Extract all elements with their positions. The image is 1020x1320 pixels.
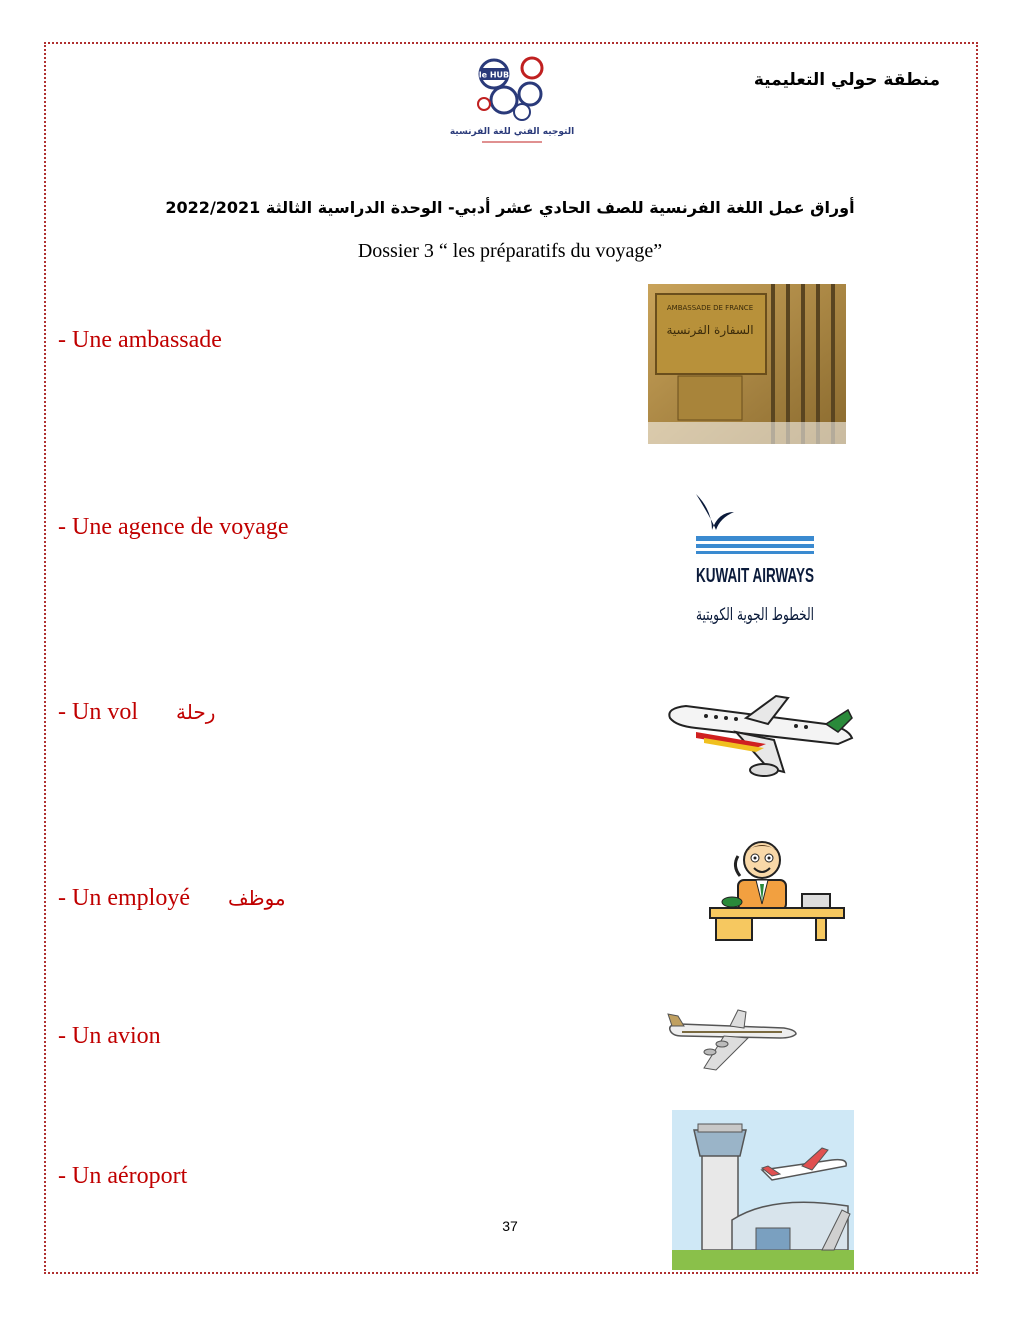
vocab-item-aeroport: - Un aéroport [58, 1163, 188, 1189]
vocab-arabic-employe: موظف [227, 886, 286, 910]
vocab-item-agence: - Une agence de voyage [58, 514, 289, 540]
embassy-image [648, 284, 846, 444]
airport-illustration [672, 1110, 854, 1270]
page-border [44, 42, 978, 1274]
dossier-subtitle: Dossier 3 “ les préparatifs du voyage” [357, 240, 663, 262]
vocab-item-employe: - Un employé موظف [58, 885, 286, 911]
organization-name: منطقة حولي التعليمية [753, 70, 940, 90]
svg-text:الخطوط الجوية الكويتية: الخطوط الجوية الكويتية [696, 605, 814, 625]
vocab-item-avion: - Un avion [58, 1023, 161, 1049]
svg-text:AMBASSADE DE FRANCE: AMBASSADE DE FRANCE [666, 304, 754, 312]
airplane-photo [664, 1006, 800, 1076]
vocab-item-vol: - Un vol رحلة [58, 699, 216, 725]
page-number: 37 [502, 1218, 518, 1234]
svg-text:KUWAIT AIRWAYS: KUWAIT AIRWAYS [696, 565, 814, 587]
kuwait-airways-logo [690, 490, 820, 640]
hub-logo [449, 52, 575, 152]
plane-illustration [656, 688, 856, 780]
worksheet-title: أوراق عمل اللغة الفرنسية للصف الحادي عشر أدبي- الوحدة الدراسية الثالثة 2022/2021 [165, 198, 855, 217]
employee-illustration [708, 836, 848, 946]
vocab-arabic-vol: رحلة [176, 700, 216, 724]
svg-text:السفارة الفرنسية: السفارة الفرنسية [666, 323, 754, 337]
svg-text:التوجيه الفني للغة الفرنسية: التوجيه الفني للغة الفرنسية [449, 127, 575, 137]
vocab-item-ambassade: - Une ambassade [58, 327, 222, 353]
svg-text:le HUB: le HUB [478, 70, 510, 80]
